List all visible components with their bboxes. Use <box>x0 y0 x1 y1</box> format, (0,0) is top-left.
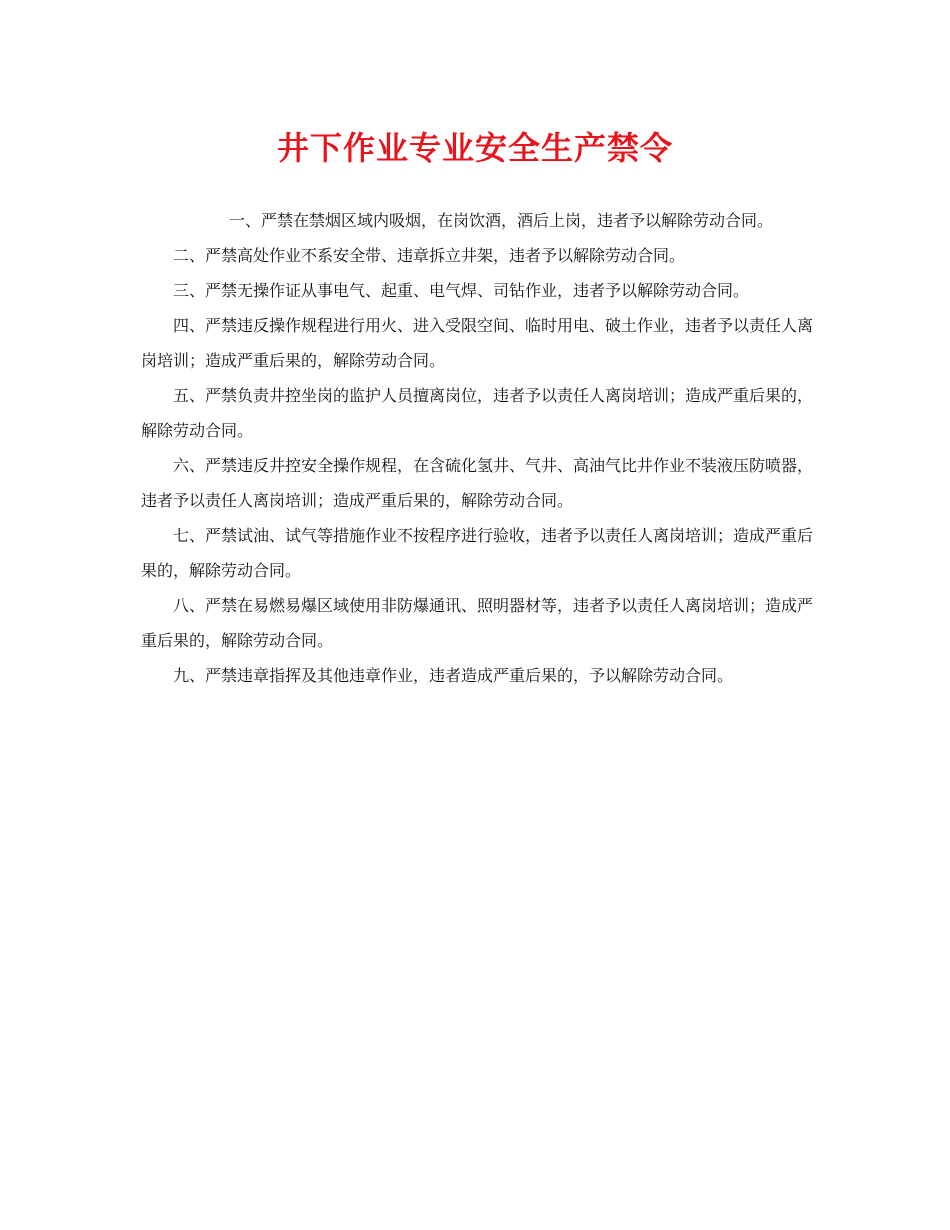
paragraph-9: 九、严禁违章指挥及其他违章作业，违者造成严重后果的，予以解除劳动合同。 <box>173 666 734 685</box>
paragraph-6: 六、严禁违反井控安全操作规程，在含硫化氢井、气井、高油气比井作业不装液压防喷器，违者予以责任人离岗培训；造成严重后果的，解除劳动合同。 <box>141 456 814 510</box>
paragraph-3: 三、严禁无操作证从事电气、起重、电气焊、司钻作业，违者予以解除劳动合同。 <box>173 281 750 300</box>
paragraph-8: 八、严禁在易燃易爆区域使用非防爆通讯、照明器材等，违者予以责任人离岗培训；造成严重后果的，解除劳动合同。 <box>141 596 814 650</box>
document-title: 井下作业专业安全生产禁令 <box>276 129 673 167</box>
document-body <box>141 203 815 693</box>
paragraph-7: 七、严禁试油、试气等措施作业不按程序进行验收，违者予以责任人离岗培训；造成严重后果的，解除劳动合同。 <box>141 526 814 580</box>
paragraph-5: 五、严禁负责井控坐岗的监护人员擅离岗位，违者予以责任人离岗培训；造成严重后果的，解除劳动合同。 <box>141 386 814 440</box>
paragraph-1: 一、严禁在禁烟区域内吸烟，在岗饮酒，酒后上岗，违者予以解除劳动合同。 <box>229 211 774 230</box>
paragraph-4: 四、严禁违反操作规程进行用火、进入受限空间、临时用电、破土作业，违者予以责任人离岗培训；造成严重后果的，解除劳动合同。 <box>141 316 814 370</box>
paragraph-2: 二、严禁高处作业不系安全带、违章拆立井架，违者予以解除劳动合同。 <box>173 246 686 265</box>
